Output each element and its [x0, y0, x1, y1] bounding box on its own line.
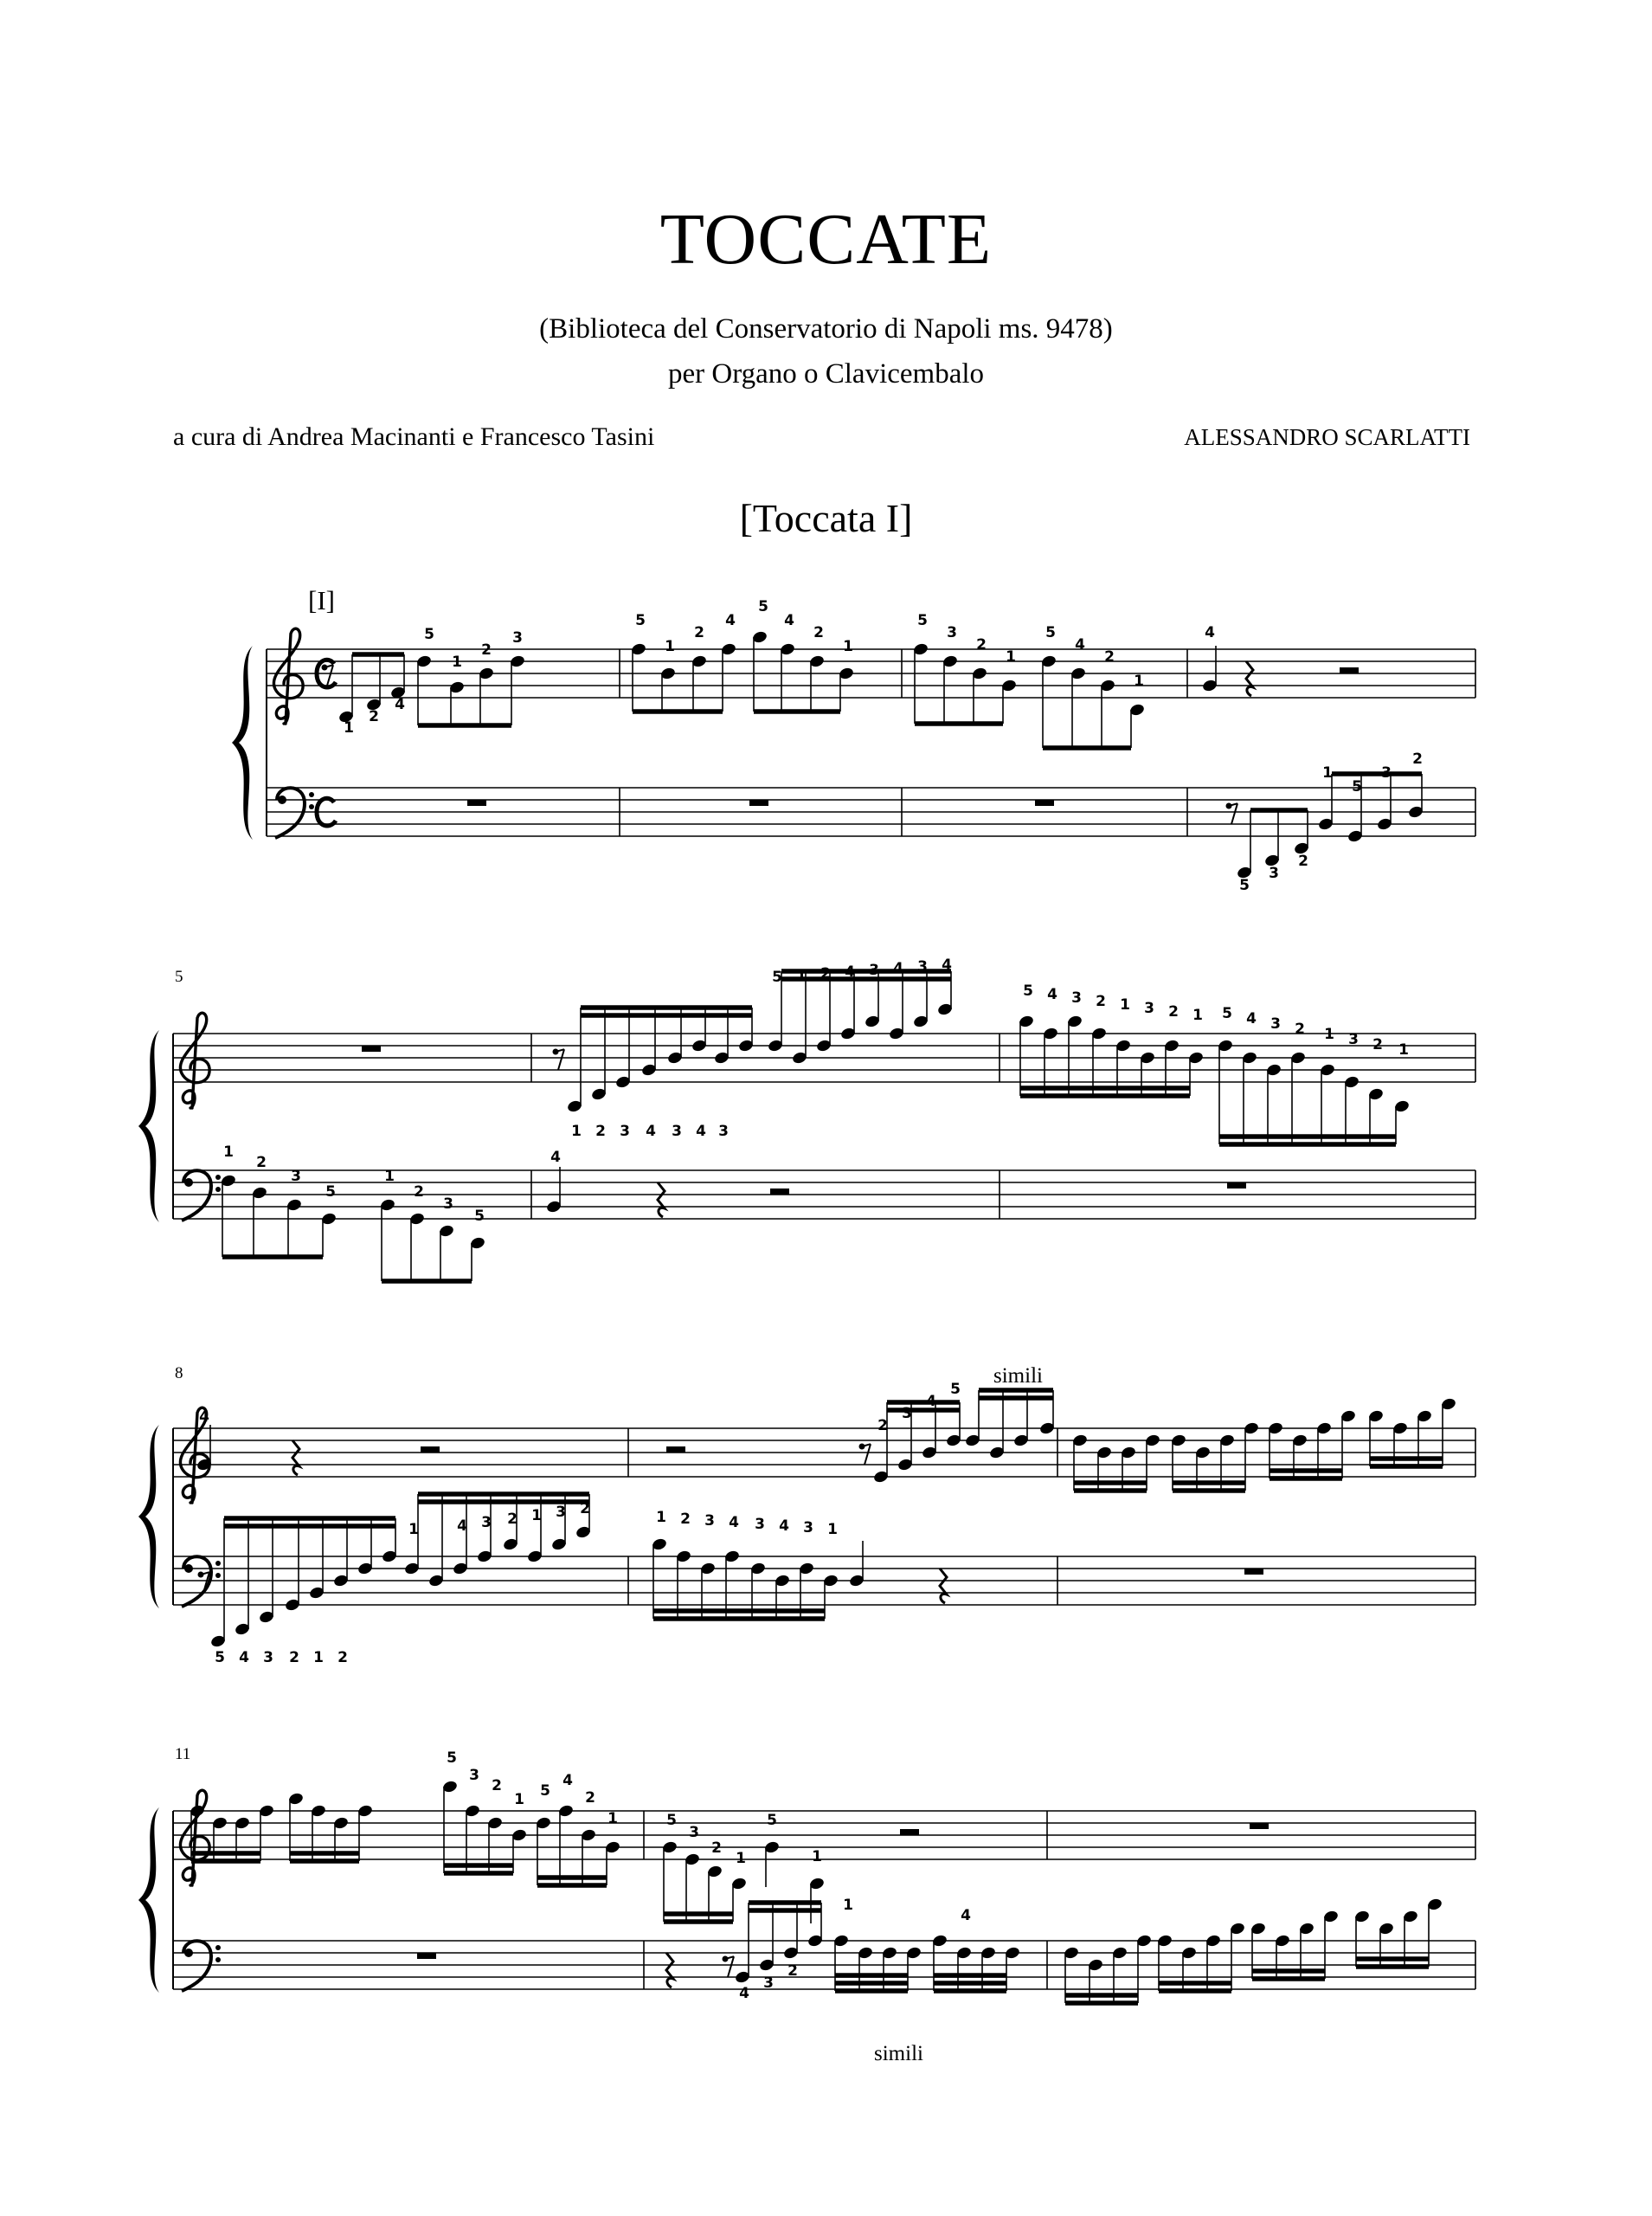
fingering-number: 1 — [1134, 673, 1144, 690]
fingering-number: 1 — [1324, 1026, 1334, 1043]
beam-group — [964, 1390, 1055, 1459]
fingering-number: 3 — [1348, 1031, 1359, 1048]
simili-annotation-bass: simili — [874, 2042, 923, 2065]
fingering-number: 4 — [457, 1517, 467, 1535]
bass-clef-icon — [182, 1170, 221, 1221]
fingering-number: 3 — [947, 624, 957, 641]
fingering-number: 4 — [845, 963, 855, 981]
fingering-number: 5 — [325, 1183, 336, 1201]
measure-number-11: 11 — [175, 1745, 191, 1763]
fingering-number: 3 — [869, 962, 879, 979]
brace-icon — [138, 1807, 159, 1993]
fingering-number: 1 — [313, 1649, 324, 1666]
fingering-number: 4 — [550, 1149, 561, 1166]
quarter-rest-icon — [292, 1440, 299, 1475]
fingering-number: 3 — [469, 1767, 479, 1784]
fingering-number: 1 — [843, 638, 853, 655]
beam-group — [1040, 654, 1145, 748]
fingering-number: 1 — [408, 1521, 419, 1538]
fingering-number: 4 — [562, 1772, 573, 1789]
fingering-number: 1 — [223, 1143, 234, 1161]
eighth-rest-icon — [723, 1956, 735, 1978]
fingering-number: 1 — [384, 1168, 395, 1185]
fingering-number: 5 — [1023, 982, 1033, 1000]
half-rest-icon — [1340, 667, 1359, 673]
fingering-number: 3 — [1270, 1015, 1281, 1033]
fingering-number: 3 — [902, 1405, 912, 1422]
fingering-number: 4 — [784, 612, 794, 629]
beam-group — [1217, 1039, 1410, 1144]
fingering-number: 3 — [718, 1123, 729, 1140]
source-subtitle: (Biblioteca del Conservatorio di Napoli ms. 9478) — [539, 313, 1113, 345]
fingering-number: 3 — [763, 1974, 774, 1992]
fingering-number: 4 — [725, 612, 736, 629]
section-label: [I] — [308, 585, 335, 615]
treble-staff — [267, 649, 1475, 698]
fingering-number: 3 — [1144, 1000, 1154, 1017]
beam-group — [630, 642, 736, 712]
beam-group — [1367, 1397, 1456, 1466]
beam-group — [1170, 1421, 1259, 1491]
fingering-number: 4 — [1205, 624, 1215, 641]
fingering-number: 1 — [531, 1507, 542, 1524]
quarter-rest-icon — [1246, 661, 1253, 696]
beam-group — [1250, 1910, 1339, 1979]
fingering-number: 3 — [443, 1195, 453, 1213]
fingering-number: 3 — [689, 1824, 699, 1841]
fingering-number: 2 — [711, 1839, 722, 1857]
fingering-number: 5 — [1222, 1005, 1232, 1022]
fingering-number: 3 — [291, 1168, 301, 1185]
fingering-number: 4 — [696, 1123, 706, 1140]
fingering-number: 1 — [1398, 1041, 1409, 1059]
fingering-number: 5 — [1045, 624, 1056, 641]
fingering-number: 4 — [1047, 986, 1057, 1003]
composer-name: ALESSANDRO SCARLATTI — [1184, 424, 1470, 450]
measure-number-8: 8 — [175, 1364, 183, 1382]
whole-rest-icon — [1035, 800, 1054, 806]
fingering-number: 4 — [199, 1408, 209, 1426]
beam-group — [189, 1804, 274, 1861]
fingering-number: 2 — [256, 1154, 267, 1171]
whole-rest-icon — [1244, 1569, 1263, 1575]
beam-group — [287, 1792, 373, 1861]
fingering-number: 1 — [607, 1810, 618, 1827]
beam-group — [1267, 1409, 1356, 1478]
fingering-number: 5 — [1352, 778, 1362, 796]
fingering-number: 1 — [736, 1850, 746, 1867]
fingering-number: 3 — [1381, 764, 1392, 782]
score-layer — [138, 598, 1475, 2003]
fingering-number: 4 — [942, 957, 952, 974]
fingering-number: 1 — [796, 967, 807, 984]
beam-group — [931, 1934, 1020, 1991]
fingering-number: 2 — [492, 1777, 502, 1794]
fingering-number: 5 — [635, 612, 646, 629]
half-rest-icon — [666, 1446, 685, 1453]
fingering-number: 4 — [239, 1649, 249, 1666]
fingering-number: 3 — [556, 1504, 566, 1521]
fingering-number: 2 — [580, 1500, 590, 1517]
fingering-number: 2 — [694, 624, 704, 641]
quarter-rest-icon — [940, 1569, 947, 1603]
beam-group — [209, 1518, 397, 1648]
fingering-number: 3 — [263, 1649, 273, 1666]
fingering-number: 3 — [512, 629, 523, 647]
brace-icon — [138, 1425, 159, 1608]
note — [763, 1840, 780, 1887]
fingering-number: 2 — [820, 965, 831, 982]
whole-rest-icon — [362, 1046, 381, 1052]
brace-icon — [232, 646, 253, 840]
fingering-number: 5 — [772, 969, 782, 986]
fingering-number: 3 — [1269, 865, 1279, 882]
fingering-number: 5 — [447, 1749, 457, 1767]
editors-credit: a cura di Andrea Macinanti e Francesco Tasini — [173, 422, 655, 451]
beam-group — [661, 1840, 747, 1922]
beam-group — [832, 1934, 922, 1991]
fingering-number: 3 — [620, 1123, 630, 1140]
fingering-number: 5 — [767, 1812, 777, 1829]
fingering-number: 4 — [1246, 1010, 1257, 1027]
fingering-number: 1 — [514, 1791, 524, 1808]
fingering-number: 5 — [666, 1812, 677, 1829]
note — [545, 1167, 562, 1214]
instrument-subtitle: per Organo o Clavicembalo — [667, 358, 985, 390]
half-rest-icon — [421, 1446, 440, 1453]
bass-staff — [173, 1941, 1475, 1989]
page-title: TOCCATE — [659, 199, 993, 280]
fingering-number: 1 — [452, 654, 462, 671]
fingering-number: 4 — [961, 1907, 971, 1924]
beam-group — [1071, 1433, 1160, 1491]
fingering-number: 3 — [704, 1512, 715, 1530]
fingering-number: 5 — [950, 1381, 961, 1398]
fingering-number: 3 — [755, 1516, 765, 1533]
fingering-number: 1 — [665, 638, 675, 655]
fingering-number: 2 — [369, 708, 379, 725]
treble-clef-icon — [273, 628, 303, 724]
fingering-number: 2 — [585, 1789, 595, 1807]
fingering-number: 1 — [571, 1123, 582, 1140]
fingering-number: 2 — [680, 1511, 691, 1528]
beam-group — [1018, 1015, 1204, 1096]
beam-group — [1353, 1897, 1443, 1967]
simili-annotation-treble: simili — [993, 1364, 1043, 1388]
beam-group — [751, 630, 854, 712]
beam-group — [1317, 774, 1424, 843]
measure-number-5: 5 — [175, 968, 183, 986]
fingering-number: 4 — [893, 960, 903, 977]
fingering-number: 4 — [395, 696, 405, 713]
fingering-number: 1 — [843, 1897, 853, 1914]
quarter-rest-icon — [658, 1182, 665, 1217]
fingering-number: 1 — [656, 1509, 666, 1526]
fingering-number: 2 — [289, 1649, 299, 1666]
fingering-number: 2 — [595, 1123, 606, 1140]
fingering-number: 2 — [1372, 1036, 1383, 1053]
brace-icon — [138, 1030, 159, 1222]
bass-clef-icon — [182, 1556, 221, 1607]
eighth-rest-icon — [859, 1444, 871, 1466]
half-rest-icon — [770, 1189, 789, 1195]
fingering-number: 5 — [917, 612, 928, 629]
fingering-number: 5 — [215, 1649, 225, 1666]
fingering-number: 2 — [337, 1649, 348, 1666]
bass-clef-icon — [182, 1941, 221, 1991]
fingering-number: 4 — [779, 1517, 789, 1535]
piece-title: [Toccata I] — [739, 496, 913, 540]
fingering-number: 2 — [1412, 750, 1423, 768]
beam-group — [767, 971, 953, 1065]
whole-rest-icon — [1250, 1823, 1269, 1829]
whole-rest-icon — [467, 800, 486, 806]
fingering-number: 2 — [1096, 993, 1106, 1010]
beam-group — [651, 1537, 839, 1619]
fingering-number: 2 — [1295, 1021, 1305, 1038]
eighth-rest-icon — [553, 1049, 565, 1071]
fingering-number: 2 — [1298, 853, 1308, 870]
fingering-number: 2 — [414, 1183, 424, 1201]
fingering-number: 4 — [926, 1393, 936, 1410]
fingering-number: 2 — [507, 1511, 517, 1528]
fingering-number: 2 — [877, 1417, 888, 1434]
fingering-number: 2 — [1104, 648, 1115, 666]
fingering-number: 5 — [474, 1208, 485, 1225]
fingering-number: 4 — [729, 1514, 739, 1531]
fingering-number: 5 — [540, 1782, 550, 1800]
fingering-number: 3 — [481, 1514, 492, 1531]
fingering-number: 4 — [739, 1985, 749, 2002]
fingering-number: 2 — [976, 636, 987, 654]
fingering-number: 5 — [424, 626, 434, 643]
fingering-number: 3 — [803, 1519, 813, 1536]
treble-clef-icon — [180, 1790, 209, 1885]
fingering-number: 2 — [481, 641, 492, 659]
bass-clef-icon — [275, 788, 314, 838]
beam-group — [566, 1008, 754, 1113]
fingering-number: 2 — [787, 1962, 798, 1980]
quarter-rest-icon — [666, 1953, 673, 1987]
fingering-number: 1 — [1192, 1007, 1203, 1024]
treble-clef-icon — [180, 1013, 209, 1108]
whole-rest-icon — [1227, 1182, 1246, 1189]
beam-group — [734, 1903, 823, 1984]
beam-group — [872, 1402, 961, 1484]
beam-group — [1156, 1922, 1245, 1991]
half-rest-icon — [900, 1829, 919, 1835]
fingering-number: 5 — [1239, 877, 1250, 894]
fingering-number: 1 — [1120, 996, 1130, 1014]
note — [808, 1877, 825, 1923]
fingering-number: 5 — [758, 598, 768, 615]
whole-rest-icon — [417, 1953, 436, 1959]
beam-group — [1063, 1934, 1152, 2003]
fingering-number: 1 — [1322, 764, 1333, 782]
fingering-number: 2 — [813, 624, 824, 641]
fingering-number: 4 — [1075, 636, 1085, 654]
fingering-number: 3 — [917, 958, 928, 976]
eighth-rest-icon — [1226, 803, 1238, 825]
fingering-number: 2 — [1168, 1003, 1179, 1021]
beam-group — [415, 654, 525, 725]
beam-group — [379, 1198, 485, 1281]
fingering-number: 1 — [1006, 648, 1016, 666]
treble-staff — [173, 1811, 1475, 1859]
eighth-rest-icon — [322, 665, 334, 686]
fingering-number: 3 — [1071, 989, 1082, 1007]
fingering-number: 3 — [672, 1123, 682, 1140]
fingering-number: 1 — [344, 719, 354, 737]
beam-group — [912, 642, 1017, 724]
beam-group — [220, 1174, 337, 1257]
note — [848, 1541, 865, 1588]
bass-staff — [173, 1170, 1475, 1219]
whole-rest-icon — [749, 800, 768, 806]
fingering-number: 1 — [827, 1521, 838, 1538]
fingering-number: 1 — [812, 1848, 822, 1865]
note — [1201, 646, 1218, 692]
fingering-number: 4 — [646, 1123, 656, 1140]
